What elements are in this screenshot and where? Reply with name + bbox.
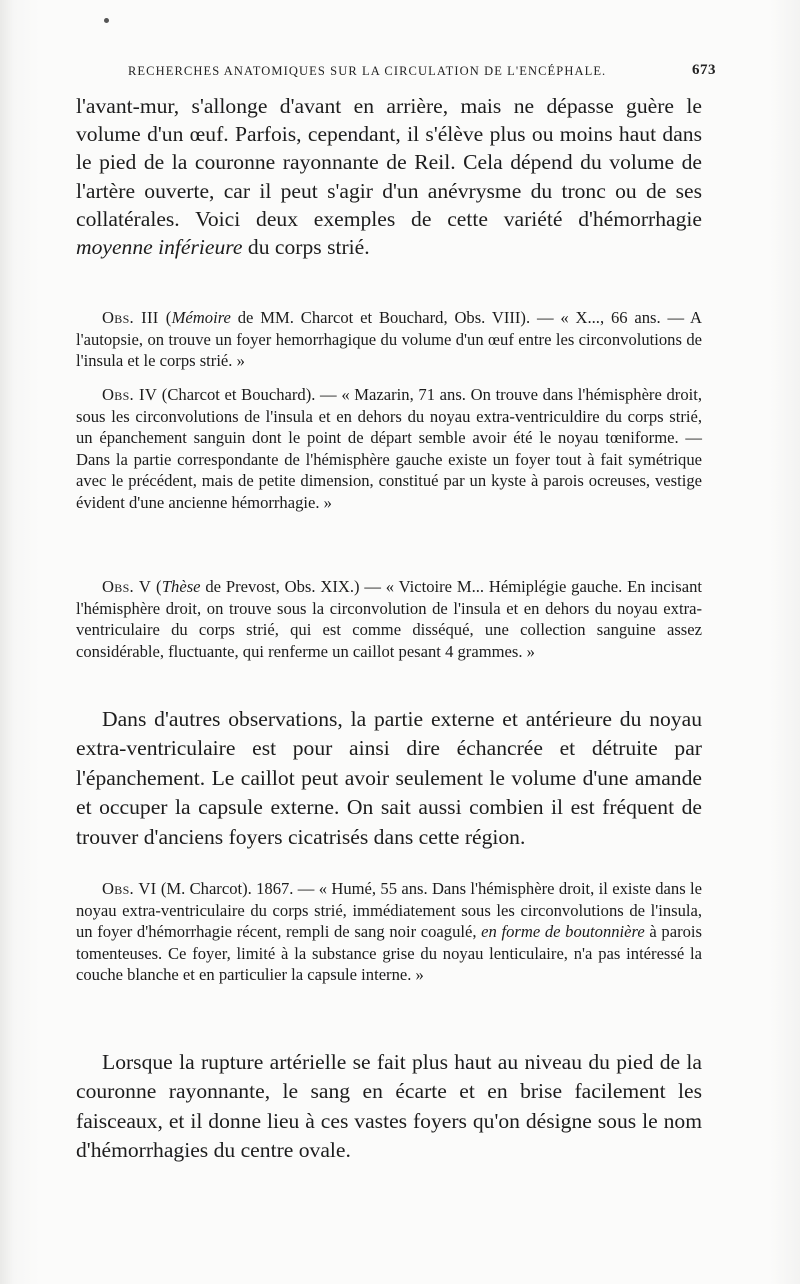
observation-6-emphasis: en forme de boutonnière xyxy=(481,922,645,942)
observation-6-label: Obs. VI xyxy=(102,879,157,898)
observation-4-label: Obs. IV xyxy=(102,385,158,404)
running-head xyxy=(128,62,716,82)
paragraph-1 xyxy=(76,92,702,261)
observation-3-emphasis: Mémoire xyxy=(171,308,231,327)
observation-5-emphasis: Thèse xyxy=(161,577,201,596)
paragraph-3: Lorsque la rupture artérielle se fait plus haut au niveau du pied de la couronne rayonnante, le sang en écarte et en brise facilement les faisceaux, et il donne lieu à ces vastes foyers qu'on désigne sous le nom d'hémorrhagies du centre ovale. xyxy=(76,1050,702,1163)
page-number: 673 xyxy=(692,62,716,78)
observation-6-text-after: à parois tomenteuses. Ce foyer, limité à la substance grise du noyau lenticulaire, n'a pas intéressé la couche blanche et en particulier la capsule interne. » xyxy=(76,922,702,985)
observation-3-label: Obs. III ( xyxy=(102,308,172,327)
paragraph-1-text: l'avant-mur, s'allonge d'avant en arrière, mais ne dépasse guère le volume d'un œuf. Parfois, cependant, il s'élève plus ou moins haut dans le pied de la couronne rayonnante de Reil. Cela dépend du volume de l'artère ouverte, car il peut s'agir d'un anévrysme du tronc ou de ses collatérales. Voici deux exemples de cette variété d'hémorrhagie xyxy=(76,94,702,231)
paragraph-1-emphasis: moyenne inférieure xyxy=(76,235,243,260)
observation-4-text: (Charcot et Bouchard). — « Mazarin, 71 ans. On trouve dans l'hémisphère droit, sous les circonvolutions de l'insula et en dehors du noyau extra-ventriculdire du corps strié, un épanchement sanguin dont le point de départ semble avoir été le noyau tœniforme. — Dans la partie correspondante de l'hémisphère gauche existe un foyer tout à fait symétrique avec le précédent, mais de petite dimension, constitué par un kyste à parois ocreuses, vestige évident d'une ancienne hémorrhagie. » xyxy=(76,385,702,512)
observation-3 xyxy=(76,307,702,372)
paragraph-2: Dans d'autres observations, la partie externe et antérieure du noyau extra-ventriculaire est pour ainsi dire échancrée et détruite par l'épanchement. Le caillot peut avoir seulement le volume d'une amande et occuper la capsule externe. On sait aussi combien il est fréquent de trouver d'anciens foyers cicatrisés dans cette région. xyxy=(76,707,702,849)
observation-6-text-before: (M. Charcot). 1867. — « Humé, 55 ans. Dans l'hémisphère droit, il existe dans le noyau extra-ventriculaire du corps strié, immédiatement sous les circonvolutions de l'insula, un foyer d'hémorrhagie récent, rempli de sang noir coagulé, xyxy=(76,879,702,942)
paragraph-1-tail: du corps strié. xyxy=(247,235,370,260)
observation-6 xyxy=(76,878,702,986)
observation-4 xyxy=(76,384,702,514)
observation-3-text: de MM. Charcot et Bouchard, Obs. VIII). — « X..., 66 ans. — A l'autopsie, on trouve un foyer hemorrhagique du volume d'un œuf entre les circonvolutions de l'insula et le corps strié. » xyxy=(76,308,702,371)
observation-5-label: Obs. V ( xyxy=(102,577,162,596)
running-head-title: RECHERCHES ANATOMIQUES SUR LA CIRCULATION DE L'ENCÉPHALE. xyxy=(128,64,607,78)
observation-5 xyxy=(76,576,702,662)
observation-5-text: de Prevost, Obs. XIX.) — « Victoire M... Hémiplégie gauche. En incisant l'hémisphère droit, on trouve sous la circonvolution de l'insula et en dehors du noyau extra-ventriculaire du corps strié, qui est comme disséqué, une collection sanguine assez considérable, fluctuante, qui renferme un caillot pesant 4 grammes. » xyxy=(76,577,703,661)
ink-speck xyxy=(104,18,109,23)
